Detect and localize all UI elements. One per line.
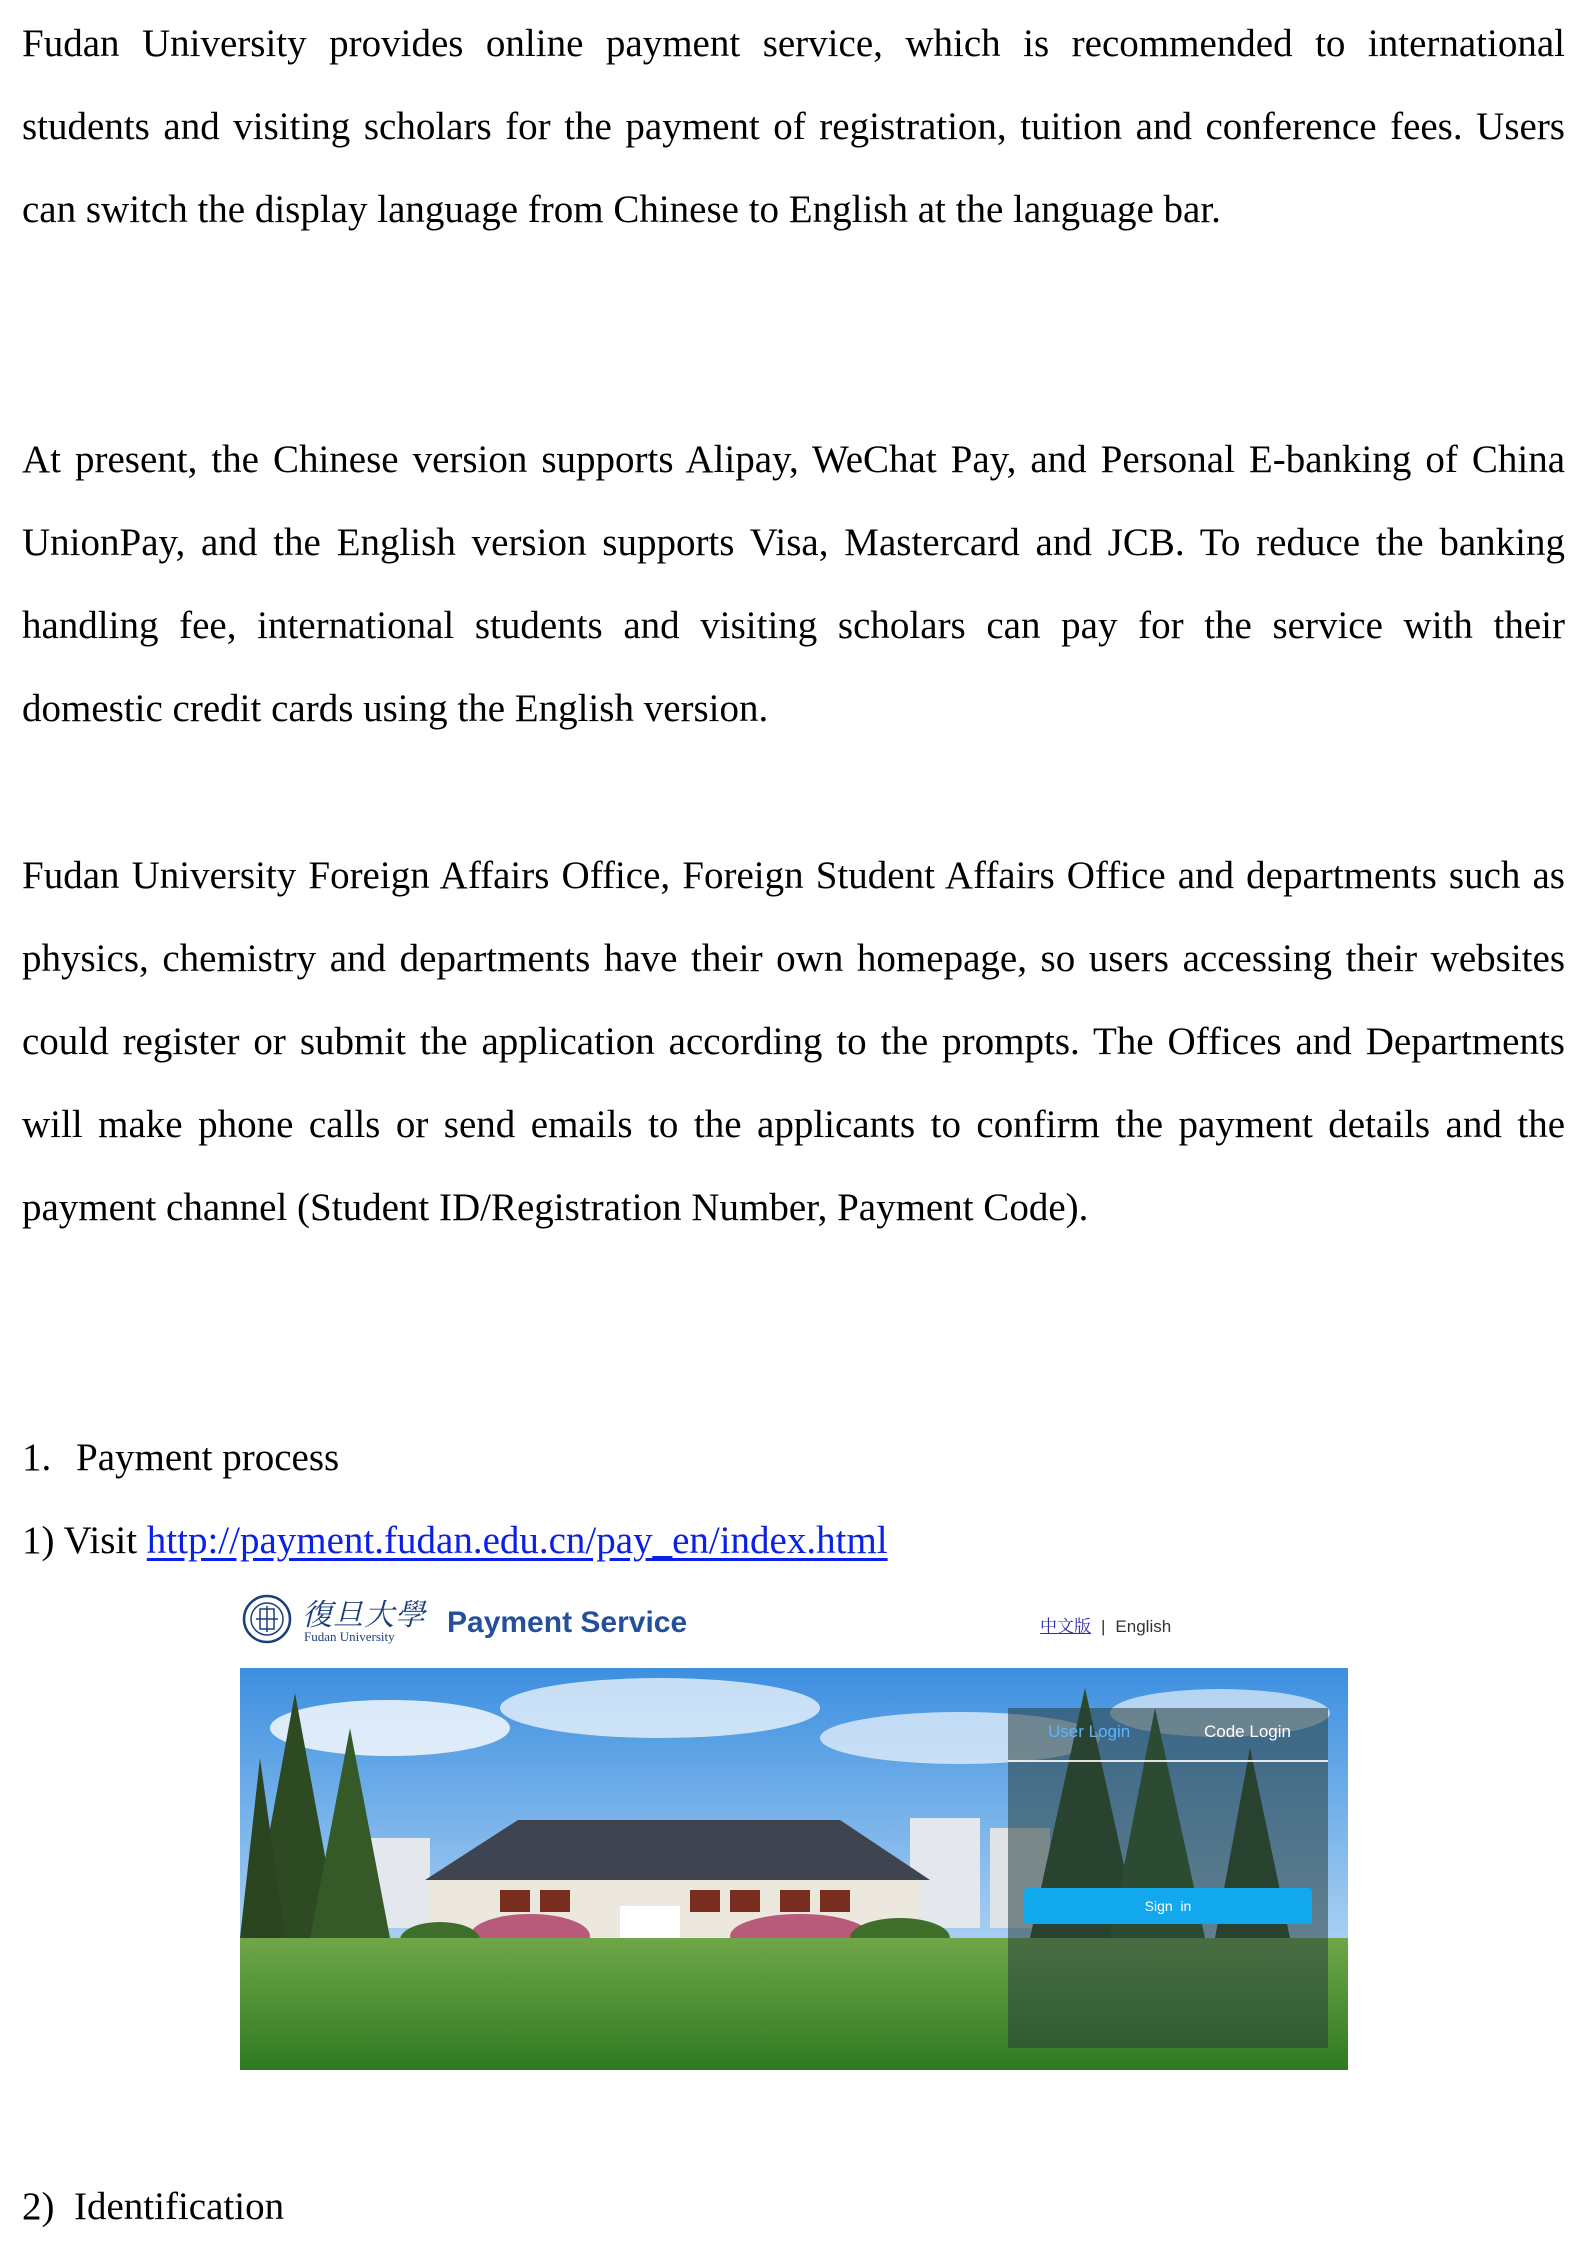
step-visit xyxy=(22,1499,888,1582)
lang-english-link[interactable]: English xyxy=(1115,1617,1172,1636)
tab-code-login[interactable]: Code Login xyxy=(1204,1722,1291,1741)
login-panel xyxy=(1008,1708,1328,2048)
step-identification: 2) Identification xyxy=(22,2185,285,2228)
payment-site-screenshot xyxy=(240,1582,1348,2070)
site-header xyxy=(240,1582,1348,1664)
intro-paragraph: Fudan University provides online payment service, which is recommended to international students and visiting scholars for the payment of registration, tuition and conference fees. Users can switch the display language from Chinese to English at the language bar. xyxy=(22,22,1565,231)
tab-user-login[interactable]: User Login xyxy=(1048,1722,1131,1741)
step-visit-prefix: 1) Visit xyxy=(22,1519,147,1562)
lang-separator: | xyxy=(1101,1617,1106,1636)
login-tabs xyxy=(1008,1708,1328,1762)
university-seal-icon xyxy=(242,1594,292,1644)
logo-chinese-name: 復旦大學 xyxy=(302,1598,426,1633)
section-heading-payment-process xyxy=(22,1416,339,1499)
payment-methods-paragraph: At present, the Chinese version supports Alipay, WeChat Pay, and Personal E-banking of China UnionPay, and the English version supports Visa, Mastercard and JCB. To reduce the banking handling fee, international students and visiting scholars can pay for the service with their domestic credit cards using the English version. xyxy=(22,438,1565,730)
lang-chinese-link[interactable]: 中文版 xyxy=(1040,1617,1091,1636)
logo-english-name: Fudan University xyxy=(304,1629,395,1644)
language-bar xyxy=(1040,1612,1171,1637)
payment-url-link[interactable]: http://payment.fudan.edu.cn/pay_en/index.html xyxy=(146,1519,888,1562)
section-number: 1. xyxy=(22,1436,52,1479)
campus-hero-image xyxy=(240,1668,1348,2070)
section-title: Payment process xyxy=(76,1436,340,1479)
sign-in-button[interactable]: Sign in xyxy=(1024,1888,1312,1924)
site-title: Payment Service xyxy=(447,1606,688,1639)
departments-paragraph: Fudan University Foreign Affairs Office, Foreign Student Affairs Office and departments such as physics, chemistry and departments have their own homepage, so users accessing their websites could register or submit the application according to the prompts. The Offices and Departments will make phone calls or send emails to the applicants to confirm the payment details and the payment channel (Student ID/Registration Number, Payment Code). xyxy=(22,854,1565,1229)
